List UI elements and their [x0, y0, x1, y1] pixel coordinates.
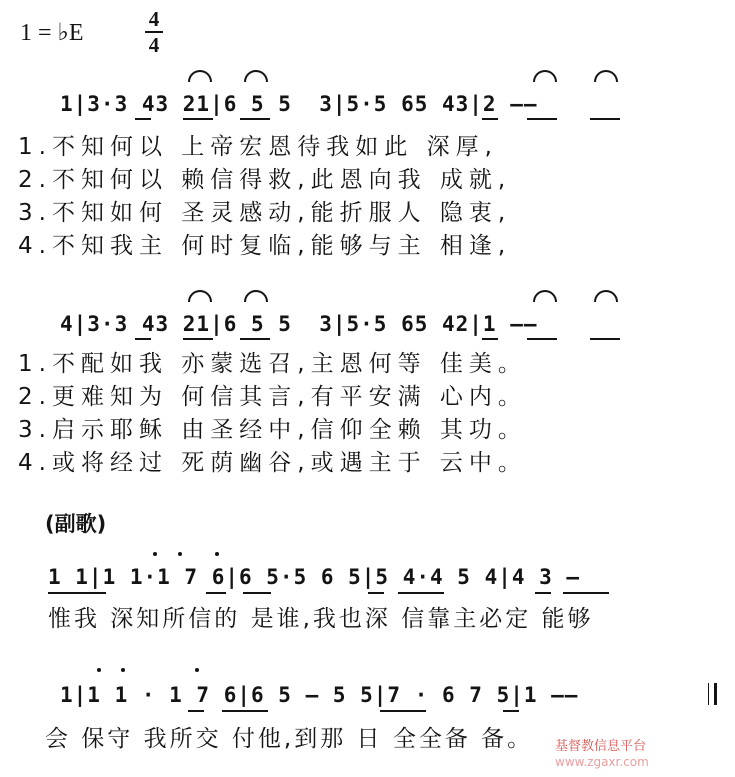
watermark-text: 基督教信息平台 — [555, 739, 647, 754]
high-dot — [97, 668, 101, 672]
underline-mark — [535, 592, 551, 594]
chorus-notes-line1: 1 1|1 1·1 7 6|6 5·5 6 5|5 4·4 5 4|4 3 — — [48, 565, 581, 589]
section1-lyric-line: 4.不知我主 何时复临,能够与主 相逢, — [18, 233, 512, 259]
underline-mark — [380, 710, 426, 712]
slur-mark — [594, 70, 618, 82]
chorus-lyric-line2: 会 保守 我所交 付他,到那 日 全全备 备。 — [45, 726, 534, 752]
underline-mark — [590, 338, 620, 340]
meter-bottom: 4 — [148, 33, 160, 57]
final-barline-thin — [708, 683, 709, 705]
underline-mark — [482, 338, 498, 340]
underline-mark — [527, 118, 557, 120]
underline-mark — [135, 338, 151, 340]
slur-mark — [533, 70, 557, 82]
underline-mark — [188, 710, 204, 712]
underline-mark — [206, 592, 226, 594]
time-signature — [145, 8, 163, 56]
underline-mark — [563, 592, 609, 594]
section1-lyric-line: 3.不知如何 圣灵感动,能折服人 隐衷, — [18, 200, 512, 226]
high-dot — [153, 552, 157, 556]
section1-lyric-line: 2.不知何以 赖信得救,此恩向我 成就, — [18, 167, 512, 193]
section1-notes: 1|3·3 43 21|6 5 5 3|5·5 65 43|2 —— — [60, 92, 538, 116]
chorus-label: (副歌) — [45, 512, 107, 536]
high-dot — [121, 668, 125, 672]
section2-notes: 4|3·3 43 21|6 5 5 3|5·5 65 42|1 —— — [60, 312, 538, 336]
slur-mark — [244, 70, 268, 82]
section1-lyric-line: 1.不知何以 上帝宏恩待我如此 深厚, — [18, 134, 498, 160]
high-dot — [178, 552, 182, 556]
slur-mark — [188, 70, 212, 82]
final-barline-thick — [714, 683, 717, 705]
underline-mark — [222, 710, 268, 712]
slur-mark — [244, 290, 268, 302]
underline-mark — [183, 338, 213, 340]
section2-lyric-line: 3.启示耶稣 由圣经中,信仰全赖 其功。 — [18, 417, 527, 443]
meter-top: 4 — [148, 7, 160, 31]
underline-mark — [590, 118, 620, 120]
underline-mark — [482, 118, 498, 120]
underline-mark — [398, 592, 444, 594]
section2-lyric-line: 4.或将经过 死荫幽谷,或遇主于 云中。 — [18, 450, 527, 476]
slur-mark — [188, 290, 212, 302]
chorus-notes-line2: 1|1 1 · 1 7 6|6 5 — 5 5|7 · 6 7 5|1 —— — [60, 683, 579, 707]
high-dot — [215, 552, 219, 556]
underline-mark — [240, 338, 270, 340]
underline-mark — [48, 592, 106, 594]
underline-mark — [503, 710, 519, 712]
underline-mark — [368, 592, 384, 594]
underline-mark — [135, 118, 151, 120]
key-signature: 1 = ♭E — [20, 20, 84, 46]
underline-mark — [240, 118, 270, 120]
slur-mark — [594, 290, 618, 302]
section2-lyric-line: 1.不配如我 亦蒙选召,主恩何等 佳美。 — [18, 351, 527, 377]
underline-mark — [243, 592, 271, 594]
high-dot — [195, 668, 199, 672]
underline-mark — [527, 338, 557, 340]
section2-lyric-line: 2.更难知为 何信其言,有平安满 心内。 — [18, 384, 527, 410]
underline-mark — [183, 118, 213, 120]
slur-mark — [533, 290, 557, 302]
chorus-lyric-line1: 惟我 深知所信的 是谁,我也深 信靠主必定 能够 — [48, 606, 594, 632]
watermark-url: www.zgaxr.com — [555, 755, 649, 769]
